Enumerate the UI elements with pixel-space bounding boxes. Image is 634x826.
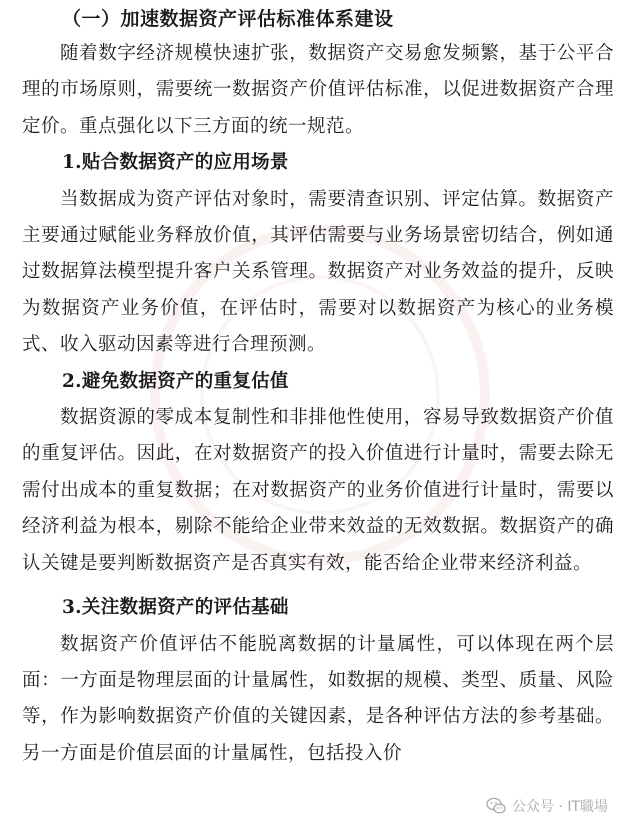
section-title: （一）加速数据资产评估标准体系建设 <box>62 8 394 30</box>
account-label: 公众号 · IT職場 <box>511 799 608 815</box>
intro-paragraph: 随着数字经济规模快速扩张，数据资产交易愈发频繁，基于公平合理的市场原则，需要统一数据资产价值评估标准，以促进数据资产合理定价。重点强化以下三方面的统一规范。 <box>22 43 614 137</box>
item-2-body: 数据资源的零成本复制性和非排他性使用，容易导致数据资产价值的重复评估。因此，在对数据资产的投入价值进行计量时，需要去除无需付出成本的重复数据；在对数据资产的业务价值进行计量时，需要以经济利益为根本，剔除不能给企业带来效益的无效数据。数据资产的确认关键是要判断数据资产是否真实有效，能否给企业带来经济利益。 <box>22 407 614 574</box>
item-3-heading: 3.关注数据资产的评估基础 <box>62 597 289 619</box>
item-2-heading: 2.避免数据资产的重复估值 <box>62 370 289 392</box>
item-1-heading: 1.贴合数据资产的应用场景 <box>62 152 289 174</box>
article-body <box>22 2 614 772</box>
wechat-icon <box>486 797 506 815</box>
item-3-body: 数据资产价值评估不能脱离数据的计量属性，可以体现在两个层面：一方面是物理层面的计量属性，如数据的规模、类型、质量、风险等，作为影响数据资产价值的关键因素，是各种评估方法的参考基础。另一方面是价值层面的计量属性，包括投入价 <box>22 633 614 764</box>
account-watermark <box>482 794 612 818</box>
item-1-body: 当数据成为资产评估对象时，需要清查识别、评定估算。数据资产主要通过赋能业务释放价值，其评估需要与业务场景密切结合，例如通过数据算法模型提升客户关系管理。数据资产对业务效益的提升，反映为数据资产业务价值，在评估时，需要对以数据资产为核心的业务模式、收入驱动因素等进行合理预测。 <box>22 188 614 356</box>
